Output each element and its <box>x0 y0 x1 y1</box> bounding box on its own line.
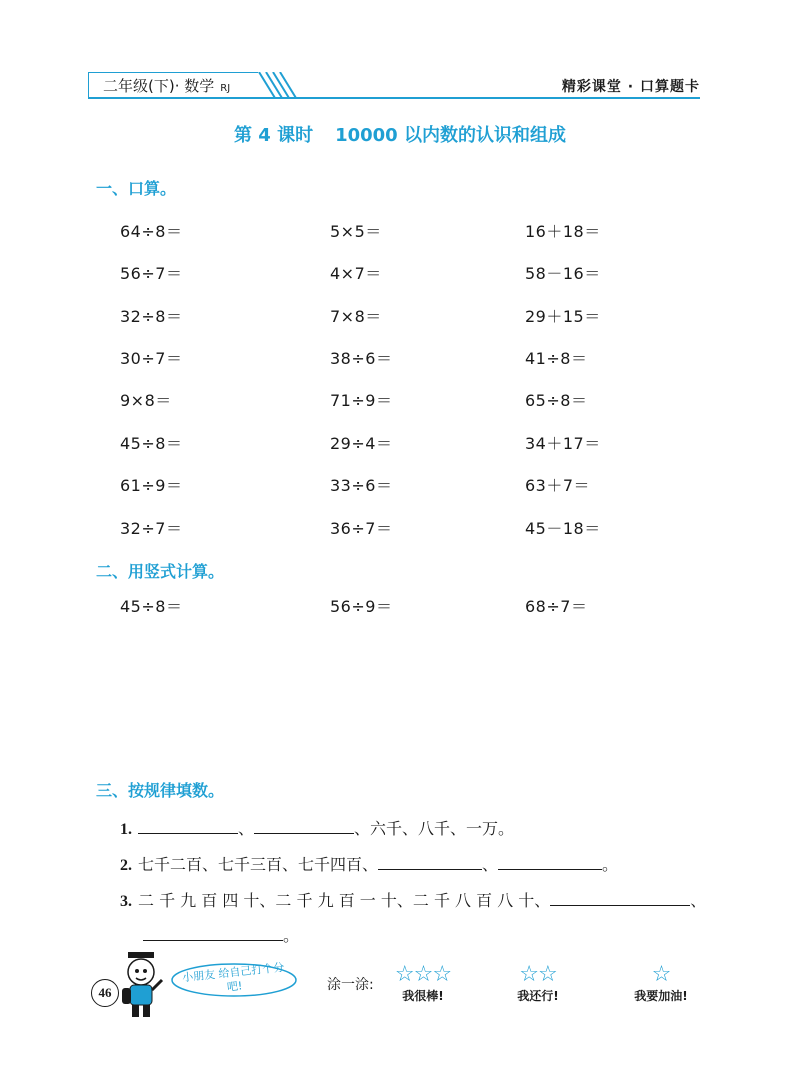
oral-problem: 7×8＝ <box>330 307 382 326</box>
answer-blank[interactable] <box>498 855 602 870</box>
oral-problem: 64÷8＝ <box>120 222 183 241</box>
oral-problem: 56÷7＝ <box>120 264 183 283</box>
oral-problem: 9×8＝ <box>120 391 172 410</box>
rating-one-star[interactable] <box>625 962 697 1004</box>
star-icon[interactable]: ☆☆☆ <box>394 962 452 987</box>
question-end: 。 <box>283 926 300 945</box>
rating-caption: 我还行! <box>517 989 559 1003</box>
oral-problem: 16＋18＝ <box>525 222 601 241</box>
section-oral-title: 一、口算。 <box>96 179 177 198</box>
question-text: 七千二百、七千三百、七千四百、 <box>138 855 379 874</box>
oral-problem: 58－16＝ <box>525 264 601 283</box>
star-icon[interactable]: ☆☆ <box>519 962 557 987</box>
answer-blank[interactable] <box>550 891 690 906</box>
separator: 、 <box>482 855 499 874</box>
rating-caption: 我要加油! <box>634 989 688 1003</box>
section-vertical-title: 二、用竖式计算。 <box>96 562 225 581</box>
edition-label: RJ <box>220 83 231 94</box>
book-title: 二年级(下)· 数学 <box>103 77 215 95</box>
lesson-topic: 10000 以内数的认识和组成 <box>335 125 566 146</box>
oral-problem: 71÷9＝ <box>330 391 393 410</box>
question-end: 。 <box>602 855 619 874</box>
oral-problem: 41÷8＝ <box>525 349 588 368</box>
bubble-text: 小朋友 给自己打个分吧! <box>181 960 285 994</box>
oral-problem: 32÷7＝ <box>120 519 183 538</box>
oral-problem: 4×7＝ <box>330 264 382 283</box>
book-label <box>88 72 258 98</box>
student-mascot-icon <box>118 950 178 1022</box>
question-number: 2. <box>120 857 132 874</box>
oral-problem: 32÷8＝ <box>120 307 183 326</box>
oral-problem: 5×5＝ <box>330 222 382 241</box>
question-text: 二 千 九 百 四 十、二 千 九 百 一 十、二 千 八 百 八 十、 <box>138 891 551 910</box>
lesson-number: 第 4 课时 <box>234 125 314 146</box>
vertical-problem: 45÷8＝ <box>120 597 183 616</box>
header-stripes-decoration <box>255 72 305 99</box>
pattern-question-2 <box>120 852 618 875</box>
oral-problem: 29＋15＝ <box>525 307 601 326</box>
pattern-question-3-continued <box>143 923 299 946</box>
rating-caption: 我很棒! <box>402 989 444 1003</box>
header-rule <box>88 97 700 99</box>
answer-blank[interactable] <box>254 819 354 834</box>
section-pattern-title: 三、按规律填数。 <box>96 781 225 800</box>
speech-bubble <box>170 962 298 998</box>
oral-problem: 63＋7＝ <box>525 476 591 495</box>
oral-problem: 38÷6＝ <box>330 349 393 368</box>
oral-problem: 33÷6＝ <box>330 476 393 495</box>
answer-blank[interactable] <box>378 855 482 870</box>
page-number: 46 <box>91 979 119 1007</box>
vertical-problem: 56÷9＝ <box>330 597 393 616</box>
question-number: 1. <box>120 821 132 838</box>
separator: 、 <box>690 891 707 910</box>
oral-problem: 34＋17＝ <box>525 434 601 453</box>
star-icon[interactable]: ☆ <box>651 962 671 987</box>
answer-blank[interactable] <box>143 926 283 941</box>
pattern-question-1 <box>120 816 514 839</box>
oral-problem: 45÷8＝ <box>120 434 183 453</box>
oral-problem: 30÷7＝ <box>120 349 183 368</box>
question-tail: 、六千、八千、一万。 <box>354 819 515 838</box>
pattern-question-3 <box>120 888 706 911</box>
vertical-problem: 68÷7＝ <box>525 597 588 616</box>
oral-problem: 61÷9＝ <box>120 476 183 495</box>
oral-problem: 36÷7＝ <box>330 519 393 538</box>
vertical-work-area[interactable] <box>96 625 706 770</box>
answer-blank[interactable] <box>138 819 238 834</box>
oral-problem: 45－18＝ <box>525 519 601 538</box>
series-title: 精彩课堂 · 口算题卡 <box>561 79 700 95</box>
separator: 、 <box>238 819 255 838</box>
question-number: 3. <box>120 893 132 910</box>
rating-two-stars[interactable] <box>508 962 568 1004</box>
rating-three-stars[interactable] <box>388 962 458 1004</box>
oral-problem: 29÷4＝ <box>330 434 393 453</box>
oral-problem: 65÷8＝ <box>525 391 588 410</box>
lesson-title <box>0 121 800 147</box>
paint-label: 涂一涂: <box>327 977 374 993</box>
